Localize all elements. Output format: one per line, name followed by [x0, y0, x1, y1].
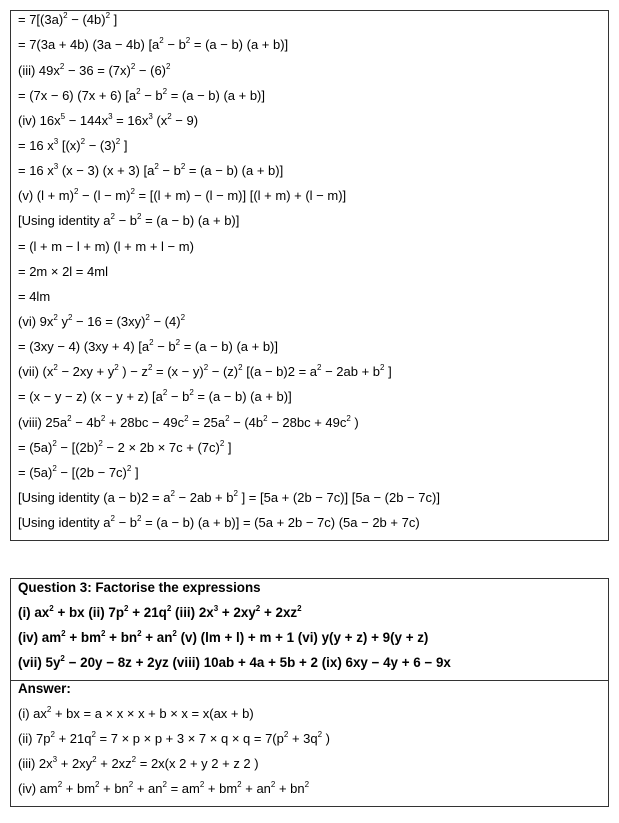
answer-line: (ii) $7p^2 + 21q^2 = 7 \times p \times p + 3 \times 7 \times q \times q = 7(p^2 + 3q^2$ )	[18, 729, 331, 746]
solution-line: = 16 $x^3$ [$(x)^2 - (3)^2$ ]	[18, 136, 128, 153]
question-title: Question 3: Factorise the expressions	[18, 580, 261, 595]
solution-line: = (l + m − l + m) (l + m + l − m)	[18, 239, 194, 254]
solution-line: (viii) $25a^2 - 4b^2 + 28bc - 49c^2 = 25a^2 - (4b^2 - 28bc + 49c^2$ )	[18, 413, 359, 430]
question-line: (iv) $am^2 + bm^2 + bn^2 + an^2$ (v) (lm + l) + m + 1 (vi) y(y + z) + 9(y + z)	[18, 628, 429, 645]
answer-line: (iv) $am^2 + bm^2 + bn^2 + an^2 = am^2 + bm^2 + an^2 + bn^2$	[18, 779, 310, 796]
solution-line: = (x − y − z) (x − y + z) $[a^2 - b^2 = (a - b) (a + b)]$	[18, 387, 292, 404]
solution-line: [Using identity $a^2 - b^2 = (a - b) (a + b)] = (5a + 2b - 7c) (5a - 2b + 7c)$	[18, 513, 420, 530]
solution-line: (iv) $16x^5 - 144x^3 = 16x^3$ $(x^2 - 9)$	[18, 111, 199, 128]
solution-box	[10, 10, 609, 541]
solution-line: = 7(3a + 4b) (3a − 4b) $[a^2 - b^2 = (a - b) (a + b)]$	[18, 35, 289, 52]
answer-label: Answer:	[18, 681, 71, 696]
solution-line: (v) $(l + m)^2 - (l - m)^2 = [(l + m) - (l - m)] [(l + m) + (l - m)]$	[18, 186, 347, 203]
question-line: (i) $ax^2$ + bx (ii) $7p^2 + 21q^2$ (iii) $2x^3 + 2xy^2 + 2xz^2$	[18, 603, 302, 620]
solution-line: = 16 $x^3$ (x − 3) (x + 3) $[a^2 - b^2 = (a - b) (a + b)]$	[18, 161, 284, 178]
question-box	[10, 578, 609, 807]
solution-line: = 4lm	[18, 289, 51, 304]
solution-line: (vi) $9x^2$ $y^2 - 16 = (3xy)^2 - (4)^2$	[18, 312, 186, 329]
question-line: (vii) $5y^2 - 20y - 8z + 2yz$ (viii) 10ab + 4a + 5b + 2 (ix) 6xy − 4y + 6 − 9x	[18, 653, 451, 670]
solution-line: = $(5a)^2 - [(2b - 7c)^2$ ]	[18, 463, 139, 480]
solution-line: [Using identity $(a - b)2 = a^2 - 2ab + b^2$ ] = [5a + (2b − 7c)] [5a − (2b − 7c)]	[18, 488, 440, 505]
solution-line: (vii) ($x^2 - 2xy + y^2$ ) − $z^2 = (x - y)^2 - (z)^2$ [$(a - b)2 = a^2 - 2ab + b^2$ ]	[18, 362, 392, 379]
solution-line: = $7[(3a)^2 - (4b)^2$ ]	[18, 10, 118, 27]
solution-line: = 2m × 2l = 4ml	[18, 264, 108, 279]
solution-line: = $(5a)^2 - [(2b)^2 - 2 \times 2b \times 7c + (7c)^2$ ]	[18, 438, 232, 455]
solution-line: (iii) $49x^2 - 36 = (7x)^2 - (6)^2$	[18, 61, 171, 78]
solution-line: = (3xy − 4) (3xy + 4) $[a^2 - b^2 = (a - b) (a + b)]$	[18, 337, 278, 354]
answer-line: (i) $ax^2$ + bx = a × x × x + b × x = x(ax + b)	[18, 704, 254, 721]
solution-line: [Using identity $a^2 - b^2 = (a - b) (a + b)$]	[18, 211, 240, 228]
solution-line: = (7x − 6) (7x + 6) $[a^2 - b^2 = (a - b) (a + b)]$	[18, 86, 265, 103]
answer-line: (iii) $2x^3 + 2xy^2 + 2xz^2 = 2x(x$ 2 + y 2 + z 2 )	[18, 754, 259, 771]
